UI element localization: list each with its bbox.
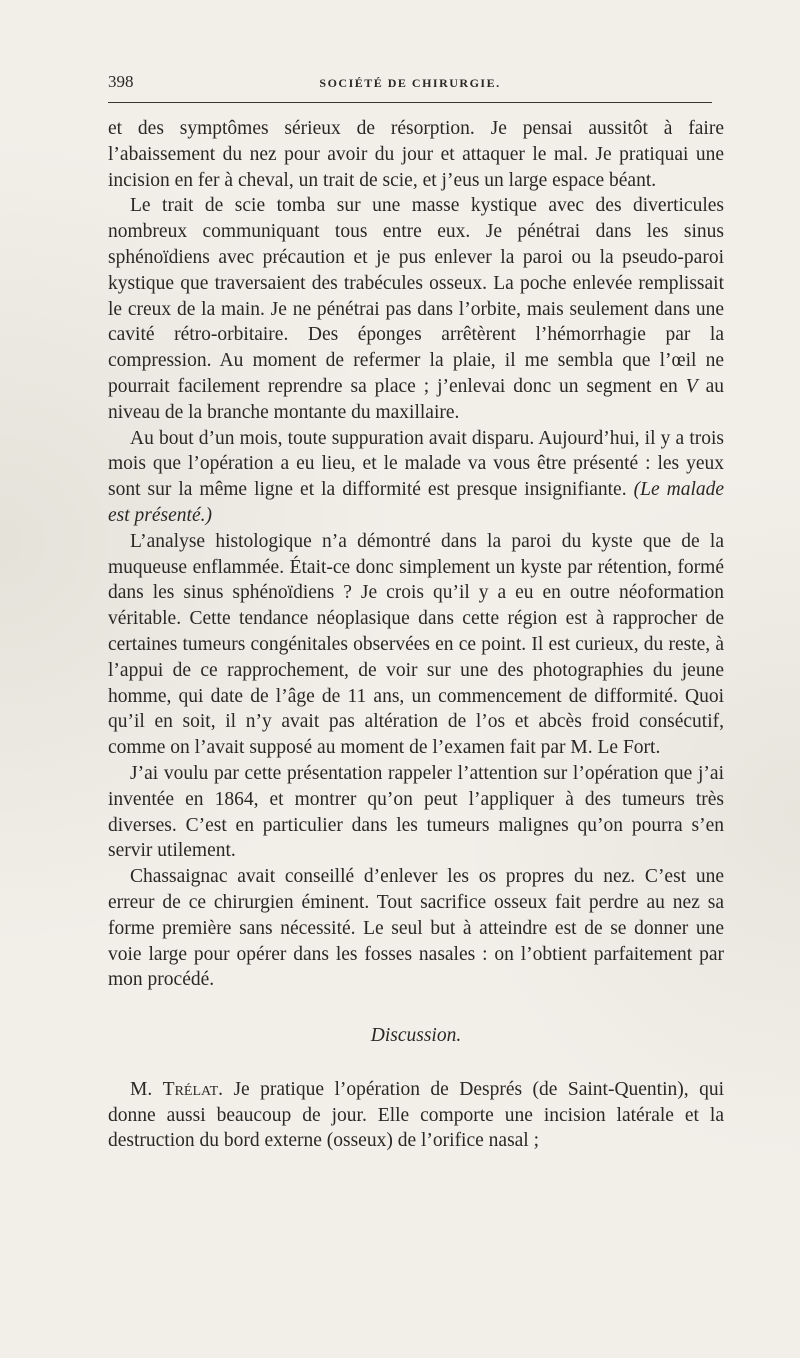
paragraph-4: L’analyse histologique n’a démontré dans la paroi du kyste que de la muqueuse enflammée. Était-ce donc simplement un kyste par rétention, formé dans les sinus sphénoïdiens ? Je crois qu’il y a eu en outre néoformation véritable. Cette tendance néoplasique dans cette région est à rapprocher de certaines tumeurs congénitales observées en ce point. Il est curieux, du reste, à l’appui de ce rapprochement, de voir sur une des photographies du jeune homme, qui date de l’âge de 11 ans, un commencement de difformité. Quoi qu’il en soit, il n’y avait pas altération de l’os et abcès froid consécutif, comme on l’avait supposé au moment de l’examen fait par M. Le Fort. bbox=[108, 530, 724, 759]
discussion-heading: Discussion. bbox=[370, 1025, 462, 1047]
paragraph-2 bbox=[108, 193, 724, 425]
discussion-text: Je pratique l’opération de Després (de Saint-Quentin), qui donne aussi beaucoup de jour. Elle comporte une incision latérale et la destruction du bord externe (osseux) de l’orifice nasal ; bbox=[108, 1078, 724, 1152]
paragraph-2-end: au niveau de la branche montante du maxillaire. bbox=[108, 375, 725, 423]
running-head bbox=[108, 72, 712, 94]
header-rule bbox=[108, 102, 712, 103]
paragraph-6: Chassaignac avait conseillé d’enlever les os propres du nez. C’est une erreur de ce chirurgien éminent. Tout sacrifice osseux fait perdre au nez sa forme première sans nécessité. Le seul but à atteindre est de se donner une voie large pour opérer dans les fosses nasales : on l’obtient parfaitement par mon procédé. bbox=[108, 866, 724, 991]
body-text bbox=[108, 116, 724, 1154]
paragraph-3-text: Au bout d’un mois, toute suppuration avait disparu. Aujourd’hui, il y a trois mois que l’opération a eu lieu, et le malade va vous être présenté : les yeux sont sur la même ligne et la difformité est presque insignifiante. bbox=[108, 427, 724, 501]
paragraph-5: J’ai voulu par cette présentation rappeler l’attention sur l’opération que j’ai inventée en 1864, et montrer qu’on peut l’appliquer à des tumeurs très diverses. C’est en particulier dans les tumeurs malignes qu’on pourra s’en servir utilement. bbox=[108, 762, 724, 862]
speaker-name: Trélat. bbox=[162, 1078, 223, 1100]
paragraph-1: et des symptômes sérieux de résorption. Je pensai aussitôt à faire l’abaissement du nez pour avoir du jour et attaquer le mal. Je pratiquai une incision en fer à cheval, un trait de scie, et j’eus un large espace béant. bbox=[108, 118, 724, 191]
page-number: 398 bbox=[108, 72, 134, 91]
paragraph-3 bbox=[108, 426, 724, 529]
paragraph-3-stage-note: (Le malade est présenté.) bbox=[108, 479, 725, 526]
discussion-paragraph bbox=[108, 1077, 724, 1154]
paragraph-2-text: Le trait de scie tomba sur une masse kystique avec des diverticules nombreux communiquant tous entre eux. Je pénétrai dans les sinus sphénoïdiens avec précaution et je pus enlever la paroi ou la pseudo-paroi kystique que traversaient des trabécules osseux. La poche enlevée remplissait le creux de la main. Je ne pénétrai pas dans l’orbite, mais seulement dans une cavité rétro-orbitaire. Des éponges arrêtèrent l’hémorrhagie par la compression. Au moment de refermer la plaie, il me sembla que l’œil ne pourrait facilement reprendre sa place ; j’enlevai donc un segment en bbox=[108, 195, 724, 397]
running-title: SOCIÉTÉ DE CHIRURGIE. bbox=[319, 76, 501, 90]
paragraph-2-v-letter: V bbox=[685, 375, 698, 397]
speaker-prefix: M. bbox=[130, 1078, 153, 1100]
